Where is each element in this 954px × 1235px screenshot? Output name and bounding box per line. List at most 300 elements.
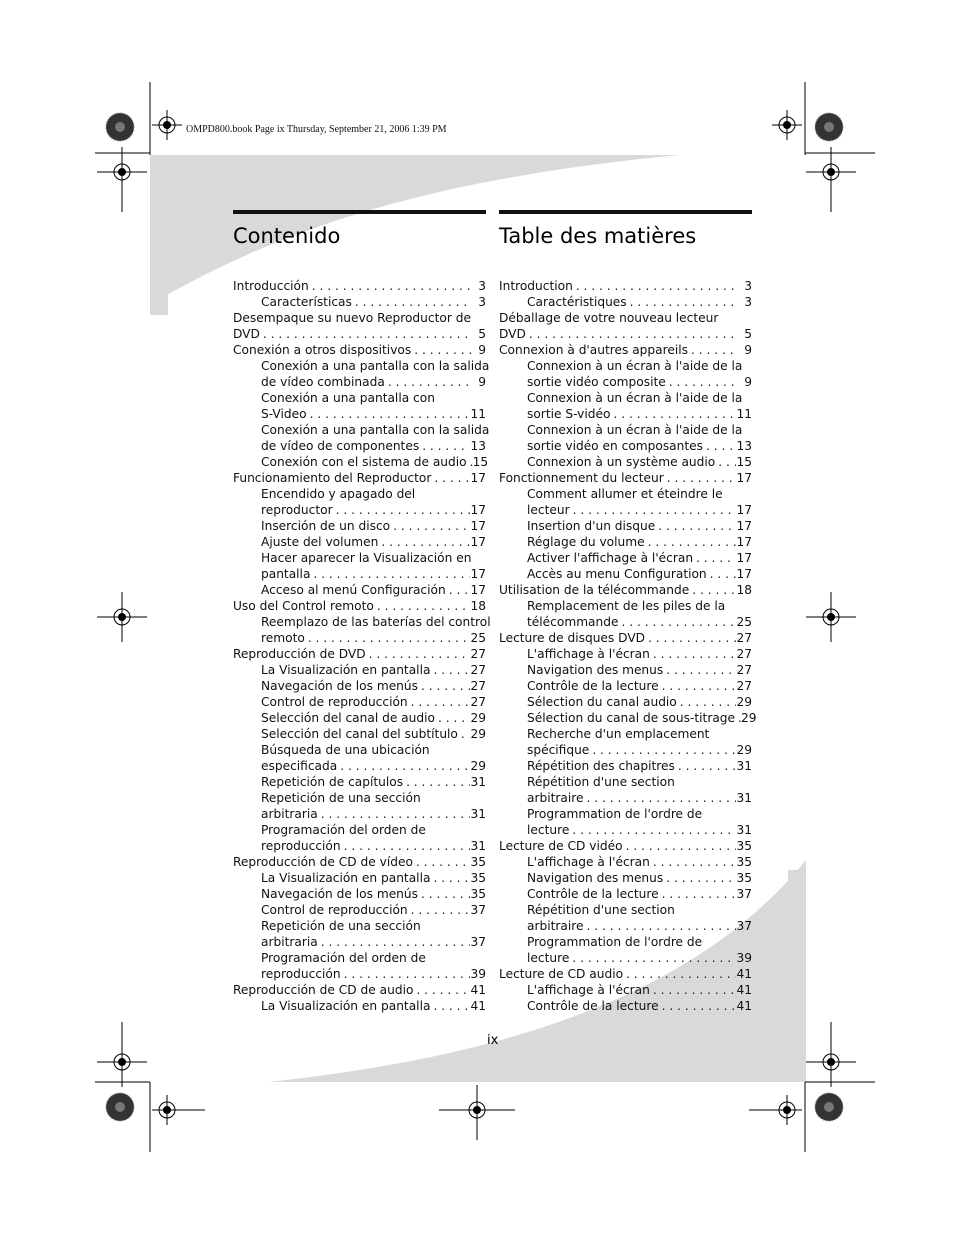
dot-leader <box>655 518 736 534</box>
toc-subentry[interactable] <box>527 550 752 566</box>
toc-entry-text: lecture <box>527 823 570 837</box>
toc-entry-text: arbitraire <box>527 919 584 933</box>
toc-entry-text: Déballage de votre nouveau lecteur <box>499 311 719 325</box>
dot-leader <box>341 966 471 982</box>
toc-subentry[interactable] <box>527 646 752 662</box>
dot-leader <box>650 854 737 870</box>
toc-subentry[interactable] <box>527 774 752 806</box>
dot-leader <box>650 982 737 998</box>
dot-leader <box>707 566 737 582</box>
toc-entry-text: sortie vidéo en composantes <box>527 439 704 453</box>
toc-subentry[interactable] <box>527 870 752 886</box>
toc-page-number: 35 <box>736 855 752 869</box>
toc-entry[interactable] <box>499 838 752 854</box>
toc-subentry[interactable] <box>261 822 486 854</box>
toc-entry-text: Programmation de l'ordre de <box>527 935 703 949</box>
toc-subentry[interactable] <box>261 518 486 534</box>
toc-page-number: 31 <box>736 759 752 773</box>
toc-entry-text: Navegación de los menús <box>261 679 418 693</box>
dot-leader <box>610 406 736 422</box>
toc-subentry[interactable] <box>527 518 752 534</box>
toc-entry-text: spécifique <box>527 743 590 757</box>
toc-entry-text: Insertion d'un disque <box>527 519 656 533</box>
toc-subentry[interactable] <box>261 790 486 822</box>
dot-leader <box>430 662 470 678</box>
dot-leader <box>411 342 472 358</box>
toc-subentry[interactable] <box>527 902 752 934</box>
toc-page-number: 17 <box>470 567 486 581</box>
toc-subentry[interactable] <box>527 358 752 390</box>
toc-page-number: 17 <box>470 535 486 549</box>
toc-page-number: 27 <box>736 663 752 677</box>
dot-leader <box>619 614 737 630</box>
toc-entry-text: Accès au menu Configuration <box>527 567 707 581</box>
toc-entry-text: pantalla <box>261 567 311 581</box>
dot-leader <box>403 774 470 790</box>
toc-subentry[interactable] <box>527 934 752 966</box>
toc-entry-text: reproducción <box>261 967 341 981</box>
toc-page-number: 41 <box>736 999 752 1013</box>
dot-leader <box>688 342 738 358</box>
dot-leader <box>675 758 737 774</box>
toc-page-number: 17 <box>736 471 752 485</box>
toc-entry-text: Connexion à un système audio <box>527 455 716 469</box>
toc-page-number: 35 <box>736 871 752 885</box>
toc-entry-text: Connexion à un écran à l'aide de la <box>527 423 743 437</box>
toc-entry-text: de vídeo de componentes <box>261 439 420 453</box>
dot-leader <box>418 678 470 694</box>
dot-leader <box>305 630 471 646</box>
toc-column-french <box>499 210 757 1014</box>
dot-leader <box>663 870 736 886</box>
dot-leader <box>627 294 738 310</box>
dot-leader <box>446 582 471 598</box>
toc-entry-text: Sélection du canal audio <box>527 695 677 709</box>
toc-page-number: 17 <box>736 519 752 533</box>
toc-entry-text: Introducción <box>233 279 309 293</box>
dot-leader <box>430 998 470 1014</box>
toc-page-number: 25 <box>736 615 752 629</box>
toc-entry-text: Navigation des menus <box>527 663 664 677</box>
toc-entry[interactable] <box>499 582 752 598</box>
dot-leader <box>419 438 470 454</box>
dot-leader <box>623 966 736 982</box>
toc-entry-text: Contrôle de la lecture <box>527 679 659 693</box>
toc-entry-text: DVD <box>499 327 526 341</box>
toc-subentry[interactable] <box>527 454 752 470</box>
toc-entry-text: L'affichage à l'écran <box>527 855 650 869</box>
toc-entry-text: La Visualización en pantalla <box>261 663 431 677</box>
toc-entry-text: reproductor <box>261 503 333 517</box>
toc-subentry[interactable] <box>527 982 752 998</box>
dot-leader <box>408 694 471 710</box>
dot-leader <box>385 374 472 390</box>
toc-entry-text: Hacer aparecer la Visualización en <box>261 551 472 565</box>
dot-leader <box>623 838 737 854</box>
toc-page-number: 37 <box>470 903 486 917</box>
toc-page-number: 9 <box>744 375 752 389</box>
dot-leader <box>663 662 736 678</box>
toc-page-number: 41 <box>736 967 752 981</box>
toc-entry-text: télécommande <box>527 615 619 629</box>
toc-entry-text: L'affichage à l'écran <box>527 983 650 997</box>
toc-entry-text: sortie S-vidéo <box>527 407 611 421</box>
toc-entry-text: lecteur <box>527 503 570 517</box>
toc-page-number: 15 <box>472 455 489 469</box>
toc-entry-text: L'affichage à l'écran <box>527 647 650 661</box>
dot-leader <box>693 550 736 566</box>
toc-page-number: 17 <box>736 551 752 565</box>
toc-entry-text: Conexión a una pantalla con <box>261 391 435 405</box>
toc-page-number: 27 <box>736 679 752 693</box>
toc-subentry[interactable] <box>261 694 486 710</box>
toc-subentry[interactable] <box>261 870 486 886</box>
toc-page-number: 27 <box>470 695 486 709</box>
toc-entry-text: Lecture de disques DVD <box>499 631 646 645</box>
toc-entry-text: La Visualización en pantalla <box>261 871 431 885</box>
toc-entry-text: Connexion à d'autres appareils <box>499 343 688 357</box>
dot-leader <box>584 918 737 934</box>
toc-subentry[interactable] <box>527 694 752 710</box>
toc-entry-text: La Visualización en pantalla <box>261 999 431 1013</box>
toc-page-number: 17 <box>470 519 486 533</box>
toc-entry-text: Répétition d'une section <box>527 775 675 789</box>
toc-entry-text: Desempaque su nuevo Reproductor de <box>233 311 471 325</box>
toc-page-number: 29 <box>470 759 486 773</box>
toc-subentry[interactable] <box>527 726 752 758</box>
title-rule <box>499 210 752 214</box>
print-header: OMPD800.book Page ix Thursday, September 21, 2006 1:39 PM <box>186 124 447 135</box>
dot-leader <box>430 870 470 886</box>
dot-leader <box>659 678 737 694</box>
dot-leader <box>659 998 737 1014</box>
toc-entry-text: Selección del canal del subtítulo <box>261 727 458 741</box>
toc-entries <box>499 278 757 1014</box>
toc-page-number: 37 <box>736 887 752 901</box>
dot-leader <box>703 438 736 454</box>
toc-page-number: 35 <box>736 839 752 853</box>
toc-subentry[interactable] <box>527 662 752 678</box>
toc-page-number: 41 <box>470 983 486 997</box>
toc-page-number: 41 <box>736 983 752 997</box>
toc-entry-text: Acceso al menú Configuración <box>261 583 446 597</box>
dot-leader <box>418 886 470 902</box>
dot-leader <box>307 406 471 422</box>
toc-page-number: 3 <box>478 295 486 309</box>
toc-page-number: 25 <box>470 631 486 645</box>
toc-subentry[interactable] <box>261 678 486 694</box>
toc-page-number: 17 <box>736 535 752 549</box>
toc-entry-text: sortie vidéo composite <box>527 375 666 389</box>
dot-leader <box>526 326 738 342</box>
toc-entry-text: Reproducción de CD de vídeo <box>233 855 413 869</box>
toc-page-number: 29 <box>736 695 752 709</box>
toc-subentry[interactable] <box>527 598 752 630</box>
toc-entry-text: Control de reproducción <box>261 695 408 709</box>
toc-subentry[interactable] <box>261 998 486 1014</box>
toc-entry-text: Programación del orden de <box>261 951 426 965</box>
toc-subentry[interactable] <box>527 854 752 870</box>
decorative-swoosh <box>788 870 806 1082</box>
dot-leader <box>390 518 470 534</box>
toc-page-number: 41 <box>470 999 486 1013</box>
toc-page-number: 29 <box>470 727 486 741</box>
toc-entry-text: lecture <box>527 951 570 965</box>
toc-subentry[interactable] <box>527 566 752 582</box>
toc-page-number: 31 <box>736 791 752 805</box>
toc-entry-text: Réglage du volume <box>527 535 645 549</box>
toc-entry[interactable] <box>233 470 486 486</box>
toc-subentry[interactable] <box>527 678 752 694</box>
toc-subentry[interactable] <box>527 486 752 518</box>
toc-page-number: 3 <box>744 279 752 293</box>
toc-title: Table des matières <box>499 224 697 248</box>
dot-leader <box>659 886 737 902</box>
toc-page-number: 27 <box>470 663 486 677</box>
toc-entry[interactable] <box>233 646 486 662</box>
toc-entry-text: Navegación de los menús <box>261 887 418 901</box>
toc-page-number: 27 <box>470 679 486 693</box>
toc-page-number: 13 <box>470 439 486 453</box>
toc-page-number: 39 <box>736 951 752 965</box>
toc-subentry[interactable] <box>261 582 486 598</box>
toc-page-number: 39 <box>470 967 486 981</box>
toc-subentry[interactable] <box>261 486 486 518</box>
toc-subentry[interactable] <box>261 550 486 582</box>
toc-entry-text: Características <box>261 295 352 309</box>
toc-entry-text: Lecture de CD audio <box>499 967 624 981</box>
toc-entry-text: Conexión a una pantalla con la salida <box>261 423 490 437</box>
toc-entry-text: Repetición de una sección <box>261 919 421 933</box>
toc-page-number: 35 <box>470 887 486 901</box>
toc-page-number: 17 <box>470 503 486 517</box>
toc-entry-text: Programmation de l'ordre de <box>527 807 703 821</box>
toc-subentry[interactable] <box>527 390 752 422</box>
dot-leader <box>366 646 471 662</box>
toc-entry-text: Selección del canal de audio <box>261 711 435 725</box>
toc-entry[interactable] <box>233 982 486 998</box>
toc-page-number: 9 <box>478 375 486 389</box>
toc-page-number: 3 <box>478 279 486 293</box>
toc-entry-text: Sélection du canal de sous-titrage <box>527 711 736 725</box>
dot-leader <box>310 566 470 582</box>
toc-entry[interactable] <box>499 310 752 342</box>
toc-entry-text: reproducción <box>261 839 341 853</box>
dot-leader <box>413 854 471 870</box>
toc-subentry[interactable] <box>261 614 491 646</box>
toc-entries <box>233 278 491 1014</box>
toc-entry-text: Comment allumer et éteindre le <box>527 487 723 501</box>
dot-leader <box>570 502 737 518</box>
dot-leader <box>677 694 737 710</box>
dot-leader <box>569 822 736 838</box>
toc-entry-text: Repetición de una sección <box>261 791 421 805</box>
toc-entry[interactable] <box>499 278 752 294</box>
page-number: ix <box>487 1033 499 1048</box>
toc-title: Contenido <box>233 224 341 248</box>
toc-entry-text: Connexion à un écran à l'aide de la <box>527 359 743 373</box>
toc-subentry[interactable] <box>261 742 486 774</box>
toc-entry-text: especificada <box>261 759 338 773</box>
dot-leader <box>260 326 472 342</box>
toc-page-number: 31 <box>470 807 486 821</box>
toc-page-number: 17 <box>736 503 752 517</box>
dot-leader <box>333 502 471 518</box>
dot-leader <box>352 294 472 310</box>
toc-subentry[interactable] <box>261 390 486 422</box>
toc-column-spanish <box>233 210 491 1014</box>
toc-page-number: 27 <box>470 647 486 661</box>
toc-subentry[interactable] <box>527 998 752 1014</box>
dot-leader <box>337 758 470 774</box>
toc-subentry[interactable] <box>261 710 486 726</box>
dot-leader <box>341 838 471 854</box>
decorative-swoosh <box>150 155 168 315</box>
dot-leader <box>645 630 736 646</box>
toc-subentry[interactable] <box>261 902 486 918</box>
dot-leader <box>689 582 736 598</box>
toc-entry[interactable] <box>499 470 752 486</box>
toc-entry-text: Contrôle de la lecture <box>527 887 659 901</box>
toc-entry-text: arbitraria <box>261 807 318 821</box>
dot-leader <box>645 534 737 550</box>
dot-leader <box>664 470 737 486</box>
toc-entry-text: Navigation des menus <box>527 871 664 885</box>
dot-leader <box>374 598 471 614</box>
dot-leader <box>584 790 737 806</box>
toc-entry-text: Encendido y apagado del <box>261 487 416 501</box>
toc-page-number: 31 <box>470 839 486 853</box>
toc-subentry[interactable] <box>261 294 486 310</box>
title-rule <box>233 210 486 214</box>
dot-leader <box>589 742 736 758</box>
toc-subentry[interactable] <box>261 358 490 390</box>
toc-page-number: 15 <box>736 455 752 469</box>
toc-subentry[interactable] <box>527 422 752 454</box>
dot-leader <box>309 278 472 294</box>
toc-entry-text: Reproducción de CD de audio <box>233 983 414 997</box>
toc-page-number: 18 <box>736 583 752 597</box>
toc-page-number: 17 <box>470 471 486 485</box>
toc-entry[interactable] <box>233 310 486 342</box>
toc-page-number: 37 <box>470 935 486 949</box>
toc-subentry[interactable] <box>261 886 486 902</box>
toc-entry-text: S-Video <box>261 407 307 421</box>
toc-page-number: 29 <box>741 711 757 725</box>
toc-entry-text: Remplacement de les piles de la <box>527 599 726 613</box>
toc-page-number: 37 <box>736 919 752 933</box>
toc-entry-text: Búsqueda de una ubicación <box>261 743 430 757</box>
toc-entry-text: Ajuste del volumen <box>261 535 379 549</box>
toc-page-number: 35 <box>470 871 486 885</box>
toc-entry-text: Caractéristiques <box>527 295 627 309</box>
toc-page-number: 29 <box>470 711 486 725</box>
toc-subentry[interactable] <box>527 294 752 310</box>
toc-entry-text: Funcionamiento del Reproductor <box>233 471 432 485</box>
toc-entry-text: arbitraire <box>527 791 584 805</box>
toc-page-number: 17 <box>736 567 752 581</box>
dot-leader <box>378 534 470 550</box>
toc-subentry[interactable] <box>261 950 486 982</box>
toc-page-number: 31 <box>736 823 752 837</box>
toc-subentry[interactable] <box>261 454 489 470</box>
toc-entry-text: Contrôle de la lecture <box>527 999 659 1013</box>
toc-subentry[interactable] <box>527 886 752 902</box>
toc-entry-text: Reemplazo de las baterías del control <box>261 615 491 629</box>
toc-entry-text: Conexión a otros dispositivos <box>233 343 412 357</box>
toc-page-number: 17 <box>470 583 486 597</box>
toc-entry[interactable] <box>499 966 752 982</box>
toc-entry[interactable] <box>233 278 486 294</box>
toc-entry-text: DVD <box>233 327 260 341</box>
dot-leader <box>408 902 471 918</box>
toc-page-number: 35 <box>470 855 486 869</box>
toc-entry-text: Conexión con el sistema de audio <box>261 455 467 469</box>
toc-page-number: 11 <box>470 407 486 421</box>
toc-page-number: 5 <box>744 327 752 341</box>
dot-leader <box>431 470 470 486</box>
toc-subentry[interactable] <box>527 534 752 550</box>
toc-entry[interactable] <box>233 598 486 614</box>
toc-subentry[interactable] <box>261 662 486 678</box>
toc-entry-text: Lecture de CD vidéo <box>499 839 623 853</box>
toc-page-number: 27 <box>736 631 752 645</box>
toc-page-number: 11 <box>736 407 752 421</box>
toc-entry-text: Fonctionnement du lecteur <box>499 471 664 485</box>
toc-subentry[interactable] <box>527 758 752 774</box>
dot-leader <box>666 374 738 390</box>
toc-subentry[interactable] <box>527 806 752 838</box>
dot-leader <box>573 278 738 294</box>
toc-subentry[interactable] <box>261 774 486 790</box>
toc-entry-text: Control de reproducción <box>261 903 408 917</box>
toc-page-number: 27 <box>736 647 752 661</box>
dot-leader <box>318 806 471 822</box>
toc-entry-text: Répétition des chapitres <box>527 759 675 773</box>
toc-entry-text: Utilisation de la télécommande <box>499 583 690 597</box>
toc-subentry[interactable] <box>261 534 486 550</box>
toc-entry-text: Programación del orden de <box>261 823 426 837</box>
dot-leader <box>715 454 736 470</box>
dot-leader <box>413 982 470 998</box>
dot-leader <box>458 726 471 742</box>
toc-subentry[interactable] <box>261 918 486 950</box>
toc-entry-text: Uso del Control remoto <box>233 599 374 613</box>
toc-entry[interactable] <box>233 342 486 358</box>
toc-entry-text: Activer l'affichage à l'écran <box>527 551 694 565</box>
toc-page-number: 5 <box>478 327 486 341</box>
toc-entry-text: Répétition d'une section <box>527 903 675 917</box>
toc-page-number: 18 <box>470 599 486 613</box>
toc-entry-text: Introduction <box>499 279 573 293</box>
toc-page-number: 13 <box>736 439 752 453</box>
toc-entry-text: Inserción de un disco <box>261 519 391 533</box>
toc-subentry[interactable] <box>261 422 490 454</box>
toc-entry[interactable] <box>233 854 486 870</box>
toc-entry-text: Reproducción de DVD <box>233 647 366 661</box>
toc-entry[interactable] <box>499 342 752 358</box>
toc-entry-text: remoto <box>261 631 305 645</box>
toc-entry-text: Connexion à un écran à l'aide de la <box>527 391 743 405</box>
toc-subentry[interactable] <box>527 710 757 726</box>
toc-subentry[interactable] <box>261 726 486 742</box>
toc-entry-text: de vídeo combinada <box>261 375 385 389</box>
toc-page-number: 29 <box>736 743 752 757</box>
dot-leader <box>435 710 471 726</box>
toc-entry[interactable] <box>499 630 752 646</box>
toc-entry-text: Repetición de capítulos <box>261 775 404 789</box>
dot-leader <box>569 950 736 966</box>
